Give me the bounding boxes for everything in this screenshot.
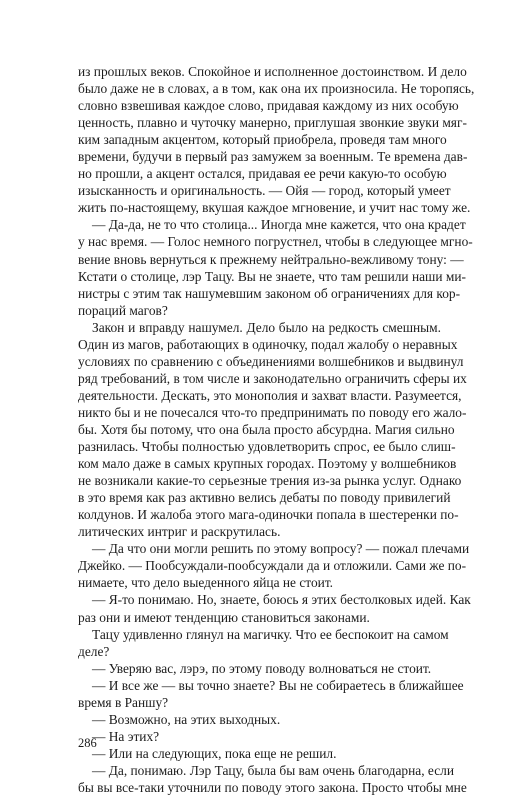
text-line: вение вновь вернуться к прежнему нейтрально-вежливому тону: — [78, 251, 464, 267]
text-line: бы вы все-таки уточнили по поводу этого закона. Просто чтобы мне [78, 779, 467, 795]
text-line: колдунов. И жалоба этого мага-одиночки попала в шестеренки по- [78, 507, 459, 523]
text-line: ценность, плавно и чуточку манерно, приглушая звонкие звуки мяг- [78, 115, 467, 131]
text-line: деле? [78, 643, 110, 659]
text-line: — Уверяю вас, лэрэ, по этому поводу волноваться не стоит. [92, 660, 432, 676]
text-line: — Да, понимаю. Лэр Тацу, была бы вам очень благодарна, если [92, 762, 455, 778]
text-line: — Или на следующих, пока еще не решил. [92, 745, 337, 761]
text-line: у нас время. — Голос немного погрустнел, чтобы в следующее мгно- [78, 234, 473, 250]
text-line: жить по-настоящему, вкушая каждое мгновение, и учит нас тому же. [78, 200, 471, 216]
text-line: времени, будучи в первый раз замужем за военным. Те времена дав- [78, 149, 468, 165]
text-line: из прошлых веков. Спокойное и исполненное достоинством. И дело [78, 64, 467, 79]
text-line: — На этих? [92, 728, 160, 744]
text-line: словно взвешивая каждое слово, придавая каждому из них особую [78, 98, 459, 114]
text-line: — И все же — вы точно знаете? Вы не собираетесь в ближайшее [92, 677, 464, 693]
text-line: никто бы и не почесался что-то предпринимать по поводу его жало- [78, 404, 467, 420]
text-line: Один из магов, работающих в одиночку, подал жалобу о неравных [78, 336, 458, 352]
text-line: Закон и вправду нашумел. Дело было на редкость смешным. [92, 319, 441, 335]
text-line: Тацу удивленно глянул на магичку. Что ее беспокоит на самом [92, 626, 449, 642]
text-line: время в Раншу? [78, 694, 169, 710]
text-line: раз они и имеют тенденцию становиться законами. [78, 609, 370, 625]
text-line: Кстати о столице, лэр Тацу. Вы не знаете, что там решили наши ми- [78, 268, 466, 284]
text-line: литических интриг и раскрутилась. [78, 524, 281, 540]
text-line: бы. Хотя бы потому, что она была просто абсурдна. Магия сильно [78, 421, 455, 437]
text-line: нимаете, что дело выеденного яйца не стоит. [78, 575, 334, 591]
text-line: ким западным акцентом, который приобрела, проведя там много [78, 132, 447, 148]
text-line: ряд требований, в том числе и законодательно ограничить сферы их [78, 370, 467, 386]
text-line: нистры с этим так нашумевшим законом об ограничениях для кор- [78, 285, 461, 301]
text-line: — Я-то понимаю. Но, знаете, боюсь я этих бестолковых идей. Как [92, 592, 471, 608]
text-line: было даже не в словах, а в том, как она их произносила. Не торопясь, [78, 81, 475, 97]
text-line: разнилась. Чтобы полностью удовлетворить спрос, ее было слиш- [78, 439, 456, 455]
page-body-text [78, 63, 475, 796]
text-line: в это время как раз активно велись дебаты по поводу привилегий [78, 490, 451, 506]
text-line: изысканность и оригинальность. — Ойя — город, который умеет [78, 183, 451, 199]
text-line: деятельности. Дескать, это монополия и захват власти. Разумеется, [78, 387, 462, 403]
text-line: не возникали какие-то серьезные трения из-за рынка услуг. Однако [78, 473, 462, 489]
text-line: Джейко. — Пообсуждали-пообсуждали да и отложили. Сами же по- [78, 558, 467, 574]
text-line: ком мало даже в самых крупных городах. Поэтому у волшебников [78, 456, 457, 472]
text-line: пораций магов? [78, 302, 168, 318]
page-number: 286 [78, 736, 97, 750]
text-line: — Да что они могли решить по этому вопросу? — пожал плечами [92, 541, 470, 557]
text-line: — Да-да, не то что столица... Иногда мне кажется, что она крадет [92, 217, 466, 233]
text-line: но прошли, а акцент остался, придавая ее речи какую-то особую [78, 166, 447, 182]
text-line: условиях по сравнению с объединениями волшебников и выдвинул [78, 353, 464, 369]
text-line: — Возможно, на этих выходных. [92, 711, 281, 727]
